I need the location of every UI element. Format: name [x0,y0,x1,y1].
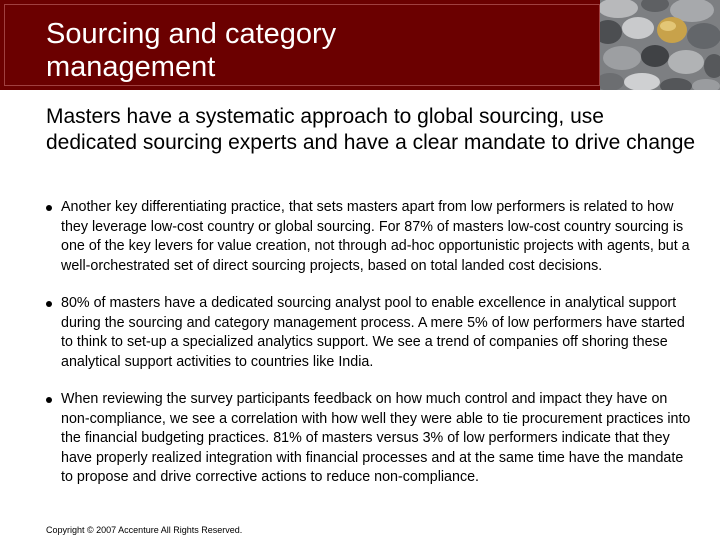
bullet-item [46,294,696,372]
bullet-list [46,198,696,488]
stones-photo-icon [600,0,720,90]
bullet-text: Another key differentiating practice, that sets masters apart from low performers is related to how they leverage low-cost country or global sourcing. For 87% of masters low-cost country sourcing is one of the key levers for value creation, not through ad-hoc opportunistic projects with agents, but a well-orchestrated set of direct sourcing projects, based on total landed cost decisions. [61,199,690,274]
slide-title [46,18,586,84]
copyright-notice: Copyright © 2007 Accenture All Rights Reserved. [46,525,243,535]
bullet-item [46,390,696,488]
bullet-text: When reviewing the survey participants feedback on how much control and impact they have on non-compliance, we see a correlation with how well they were able to tie procurement practices into the financial budgeting practices. 81% of masters versus 3% of low performers indicate that they have properly realized integration with financial processes and at the same time have the mandate to propose and drive corrective actions to reduce non-compliance. [61,391,691,485]
bullet-dot-icon [46,301,52,307]
bullet-text: 80% of masters have a dedicated sourcing analyst pool to enable excellence in analytical support during the sourcing and category management process. A mere 5% of low performers have started to think to set-up a specialized analytics support. We see a trend of companies off shoring these analytical support activities to countries like India. [61,295,685,370]
bullet-item [46,198,696,276]
slide-subtitle: Masters have a systematic approach to global sourcing, use dedicated sourcing experts and have a clear mandate to drive change [46,105,696,154]
bullet-dot-icon [46,205,52,211]
bullet-dot-icon [46,397,52,403]
slide-title-line-2: management [46,51,216,83]
slide-title-line-1: Sourcing and category [46,18,337,50]
header-bar [0,0,720,90]
